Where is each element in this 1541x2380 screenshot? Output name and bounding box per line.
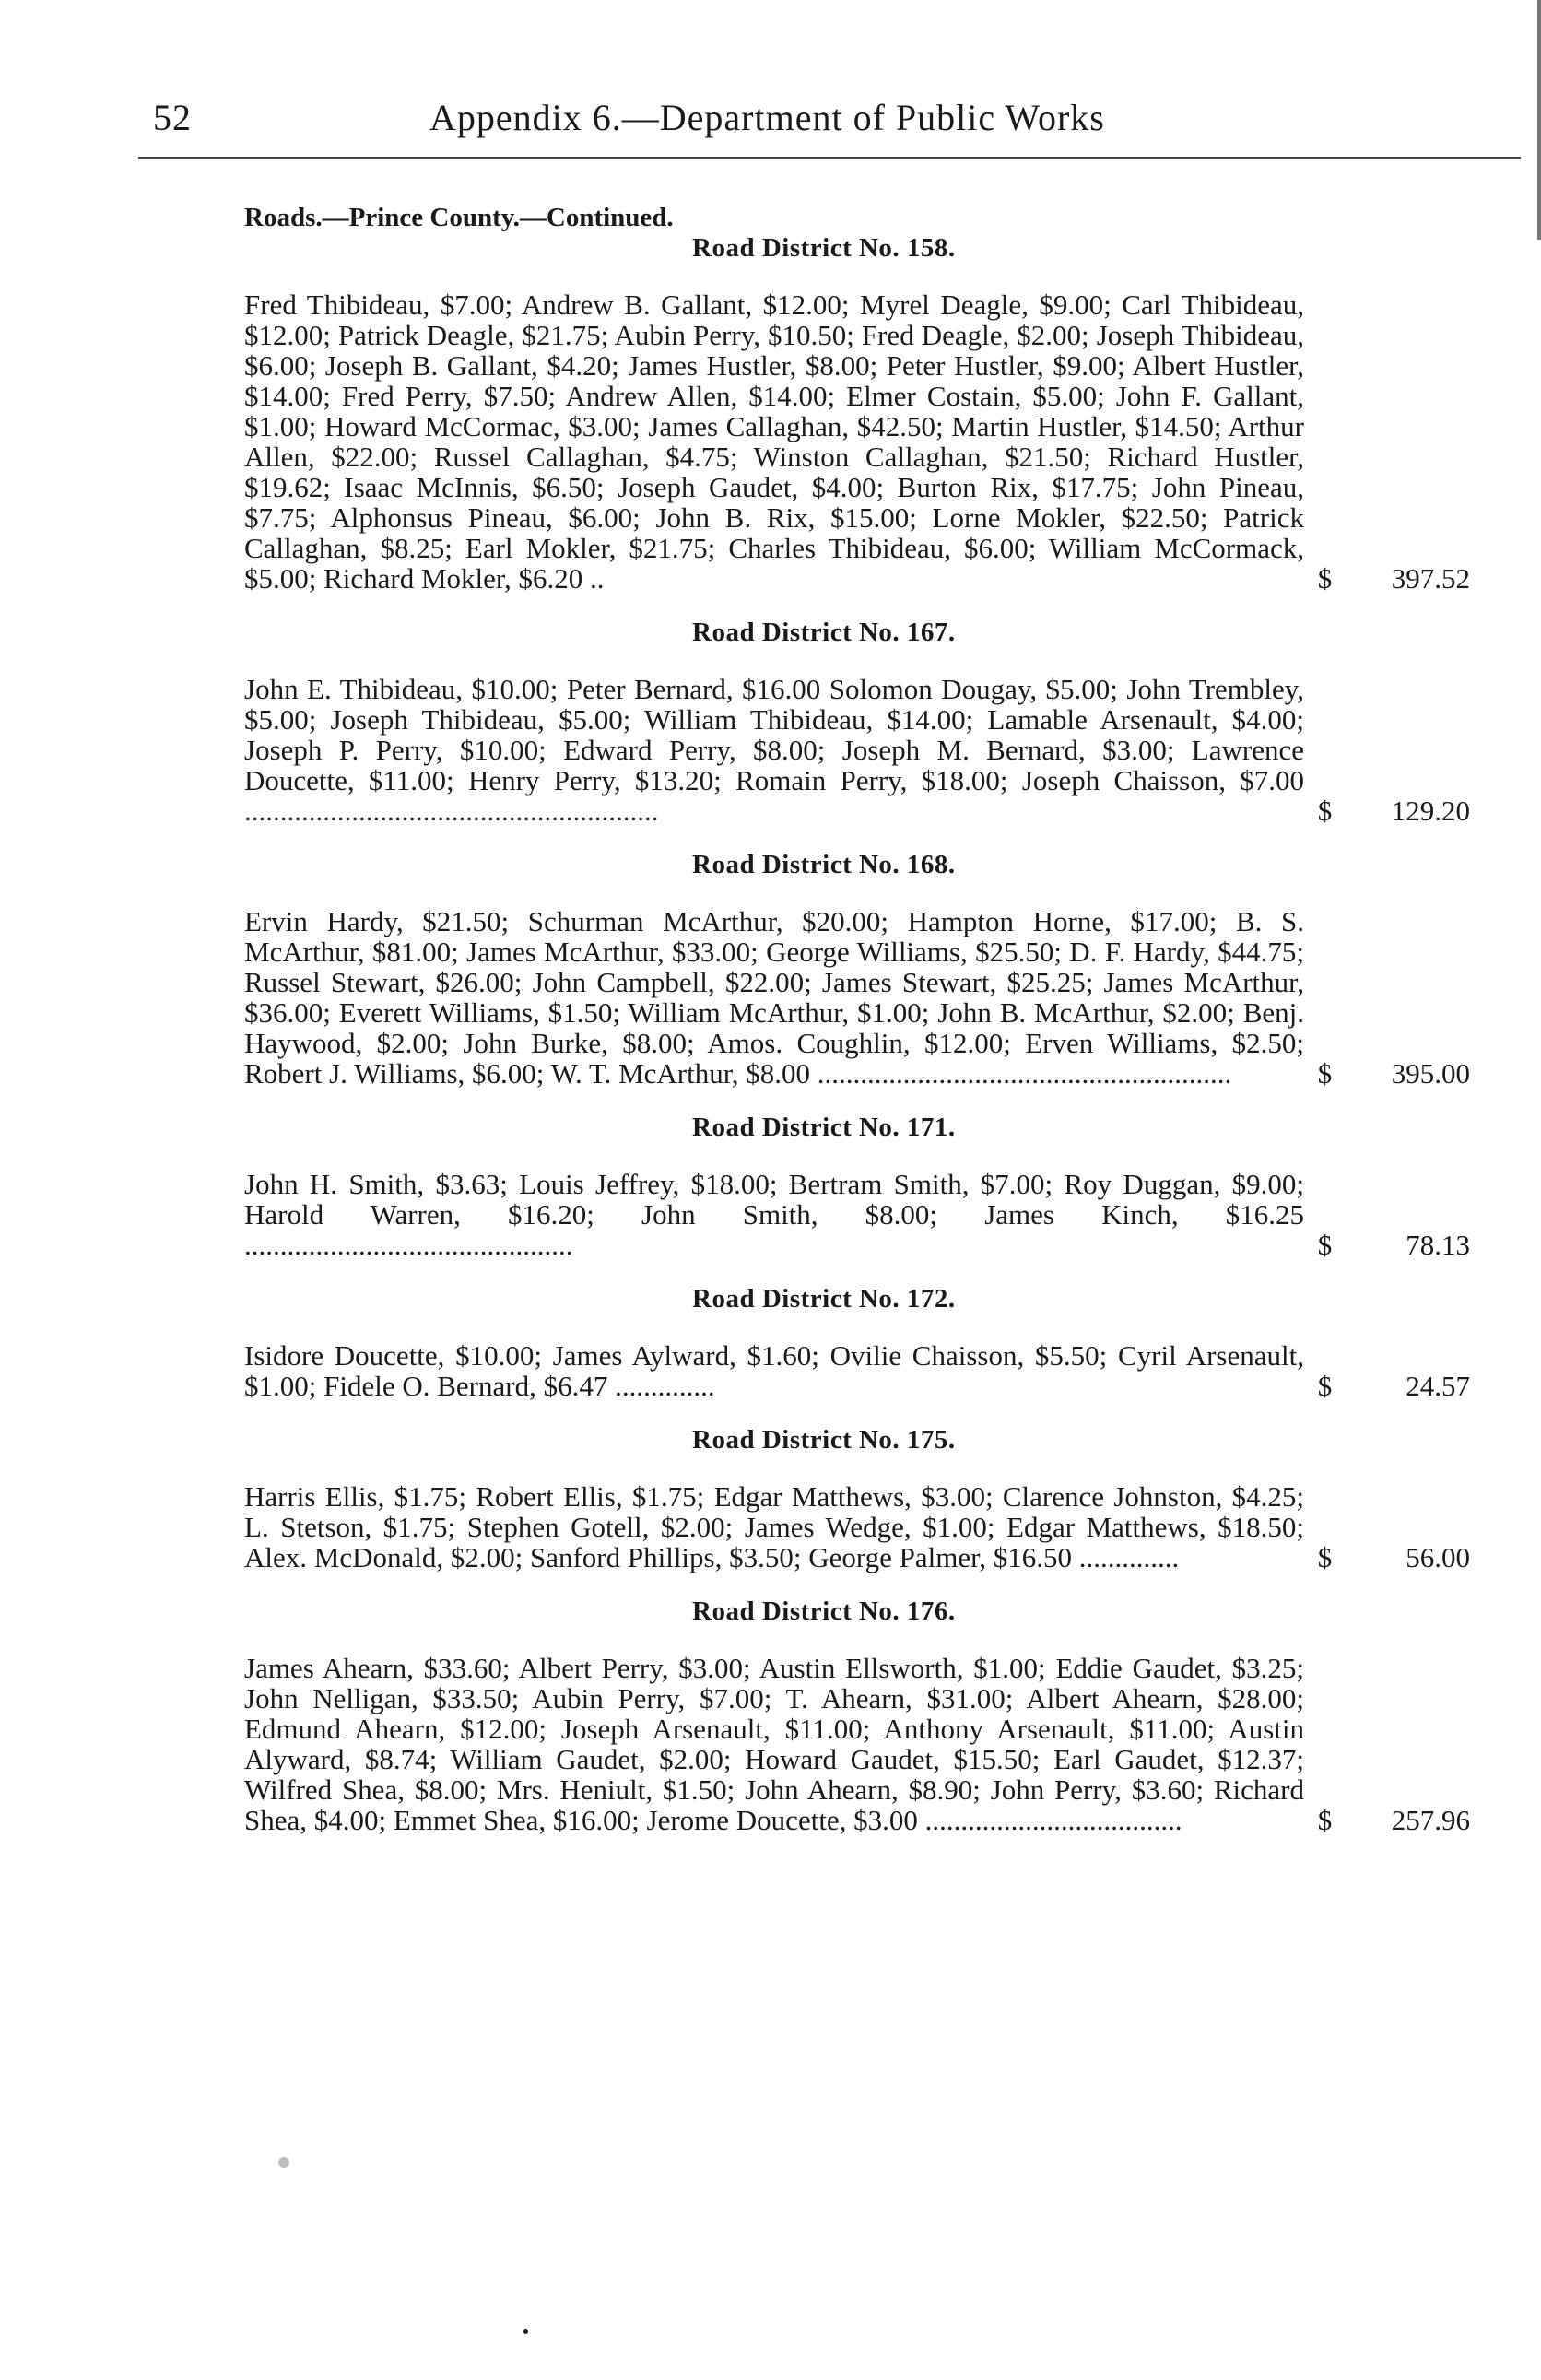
district-title: Road District No. 171.	[692, 1113, 956, 1142]
district-entry	[244, 289, 1470, 594]
district-text: James Ahearn, $33.60; Albert Perry, $3.00; Austin Ellsworth, $1.00; Eddie Gaudet, $3.25; John Nelligan, $33.50; Aubin Perry, $7.00; T. Ahearn, $31.00; Albert Ahearn, $28.00; Edmund Ahearn, $12.00; Joseph Arsenault, $11.00; Anthony Arsenault, $11.00; Austin Alyward, $8.74; William Gaudet, $2.00; Howard Gaudet, $15.50; Earl Gaudet, $12.37; Wilfred Shea, $8.00; Mrs. Heniult, $1.50; John Ahearn, $8.90; John Perry, $3.60; Richard Shea, $4.00; Emmet Shea, $16.00; Jerome Doucette, $3.00 ....................................	[244, 1652, 1304, 1836]
district-entry	[244, 674, 1470, 826]
district-text: Fred Thibideau, $7.00; Andrew B. Gallant, $12.00; Myrel Deagle, $9.00; Carl Thibideau, $12.00; Patrick Deagle, $21.75; Aubin Perry, $10.50; Fred Deagle, $2.00; Joseph Thibideau, $6.00; Joseph B. Gallant, $4.20; James Hustler, $8.00; Peter Hustler, $9.00; Albert Hustler, $14.00; Fred Perry, $7.50; Andrew Allen, $14.00; Elmer Costain, $5.00; John F. Gallant, $1.00; Howard McCormac, $3.00; James Callaghan, $42.50; Martin Hustler, $14.50; Arthur Allen, $22.00; Russel Callaghan, $4.75; Winston Callaghan, $21.50; Richard Hustler, $19.62; Isaac McInnis, $6.50; Joseph Gaudet, $4.00; Burton Rix, $17.75; John Pineau, $7.75; Alphonsus Pineau, $6.00; John B. Rix, $15.00; Lorne Mokler, $22.50; Patrick Callaghan, $8.25; Earl Mokler, $21.75; Charles Thibideau, $6.00; William McCormack, $5.00; Richard Mokler, $6.20 ..	[244, 289, 1304, 595]
district-title: Road District No. 158.	[692, 233, 956, 263]
running-title: Appendix 6.—Department of Public Works	[429, 97, 1105, 138]
district-block	[244, 1596, 1470, 1835]
district-entry	[244, 906, 1470, 1089]
district-text: John E. Thibideau, $10.00; Peter Bernard, $16.00 Solomon Dougay, $5.00; John Trembley, $5.00; Joseph Thibideau, $5.00; William Thibideau, $14.00; Lamable Arsenault, $4.00; Joseph P. Perry, $10.00; Edward Perry, $8.00; Joseph M. Bernard, $3.00; Lawrence Doucette, $11.00; Henry Perry, $13.20; Romain Perry, $18.00; Joseph Chaisson, $7.00 ..........................................................	[244, 673, 1304, 827]
page-number: 52	[153, 97, 192, 138]
district-total: 129.20	[1391, 795, 1470, 827]
page-header	[153, 96, 1462, 151]
district-total: 397.52	[1391, 562, 1470, 595]
district-block	[244, 233, 1470, 594]
district-title: Road District No. 168.	[692, 850, 956, 879]
district-total: 24.57	[1406, 1370, 1470, 1402]
scan-edge-mark	[1537, 0, 1541, 240]
district-total: 395.00	[1391, 1057, 1470, 1090]
district-title: Road District No. 172.	[692, 1284, 956, 1314]
district-block	[244, 1425, 1470, 1573]
district-total: 78.13	[1406, 1229, 1470, 1261]
district-text: Isidore Doucette, $10.00; James Aylward, $1.60; Ovilie Chaisson, $5.50; Cyril Arsenault, $1.00; Fidele O. Bernard, $6.47 ..............	[244, 1339, 1304, 1402]
scan-speck	[523, 2329, 528, 2334]
district-title: Road District No. 176.	[692, 1596, 956, 1626]
currency-sign: $	[1317, 562, 1333, 595]
district-text: John H. Smith, $3.63; Louis Jeffrey, $18.00; Bertram Smith, $7.00; Roy Duggan, $9.00; Harold Warren, $16.20; John Smith, $8.00; James Kinch, $16.25 ..............................................	[244, 1168, 1304, 1261]
district-text: Harris Ellis, $1.75; Robert Ellis, $1.75; Edgar Matthews, $3.00; Clarence Johnston, $4.25; L. Stetson, $1.75; Stephen Gotell, $2.00; James Wedge, $1.00; Edgar Matthews, $18.50; Alex. McDonald, $2.00; Sanford Phillips, $3.50; George Palmer, $16.50 ..............	[244, 1480, 1304, 1573]
header-rule	[138, 157, 1521, 159]
district-title: Road District No. 167.	[692, 618, 956, 647]
district-block	[244, 850, 1470, 1089]
district-entry	[244, 1481, 1470, 1573]
district-block	[244, 1113, 1470, 1260]
district-entry	[244, 1653, 1470, 1835]
district-block	[244, 618, 1470, 826]
page-content	[244, 203, 1470, 1859]
section-heading: Roads.—Prince County.—Continued.	[244, 203, 674, 232]
currency-sign: $	[1317, 1804, 1333, 1836]
district-total: 257.96	[1391, 1804, 1470, 1836]
district-text: Ervin Hardy, $21.50; Schurman McArthur, $20.00; Hampton Horne, $17.00; B. S. McArthur, $81.00; James McArthur, $33.00; George Williams, $25.50; D. F. Hardy, $44.75; Russel Stewart, $26.00; John Campbell, $22.00; James Stewart, $25.25; James McArthur, $36.00; Everett Williams, $1.50; William McArthur, $1.00; John B. McArthur, $2.00; Benj. Haywood, $2.00; John Burke, $8.00; Amos. Coughlin, $12.00; Erven Williams, $2.50; Robert J. Williams, $6.00; W. T. McArthur, $8.00 ..........................................................	[244, 905, 1304, 1090]
currency-sign: $	[1317, 1057, 1333, 1090]
district-entry	[244, 1169, 1470, 1260]
district-entry	[244, 1340, 1470, 1401]
district-block	[244, 1284, 1470, 1401]
district-title: Road District No. 175.	[692, 1425, 956, 1455]
currency-sign: $	[1317, 1229, 1333, 1261]
district-total: 56.00	[1406, 1541, 1470, 1573]
currency-sign: $	[1317, 795, 1333, 827]
currency-sign: $	[1317, 1541, 1333, 1573]
scan-smudge	[278, 2157, 289, 2168]
currency-sign: $	[1317, 1370, 1333, 1402]
